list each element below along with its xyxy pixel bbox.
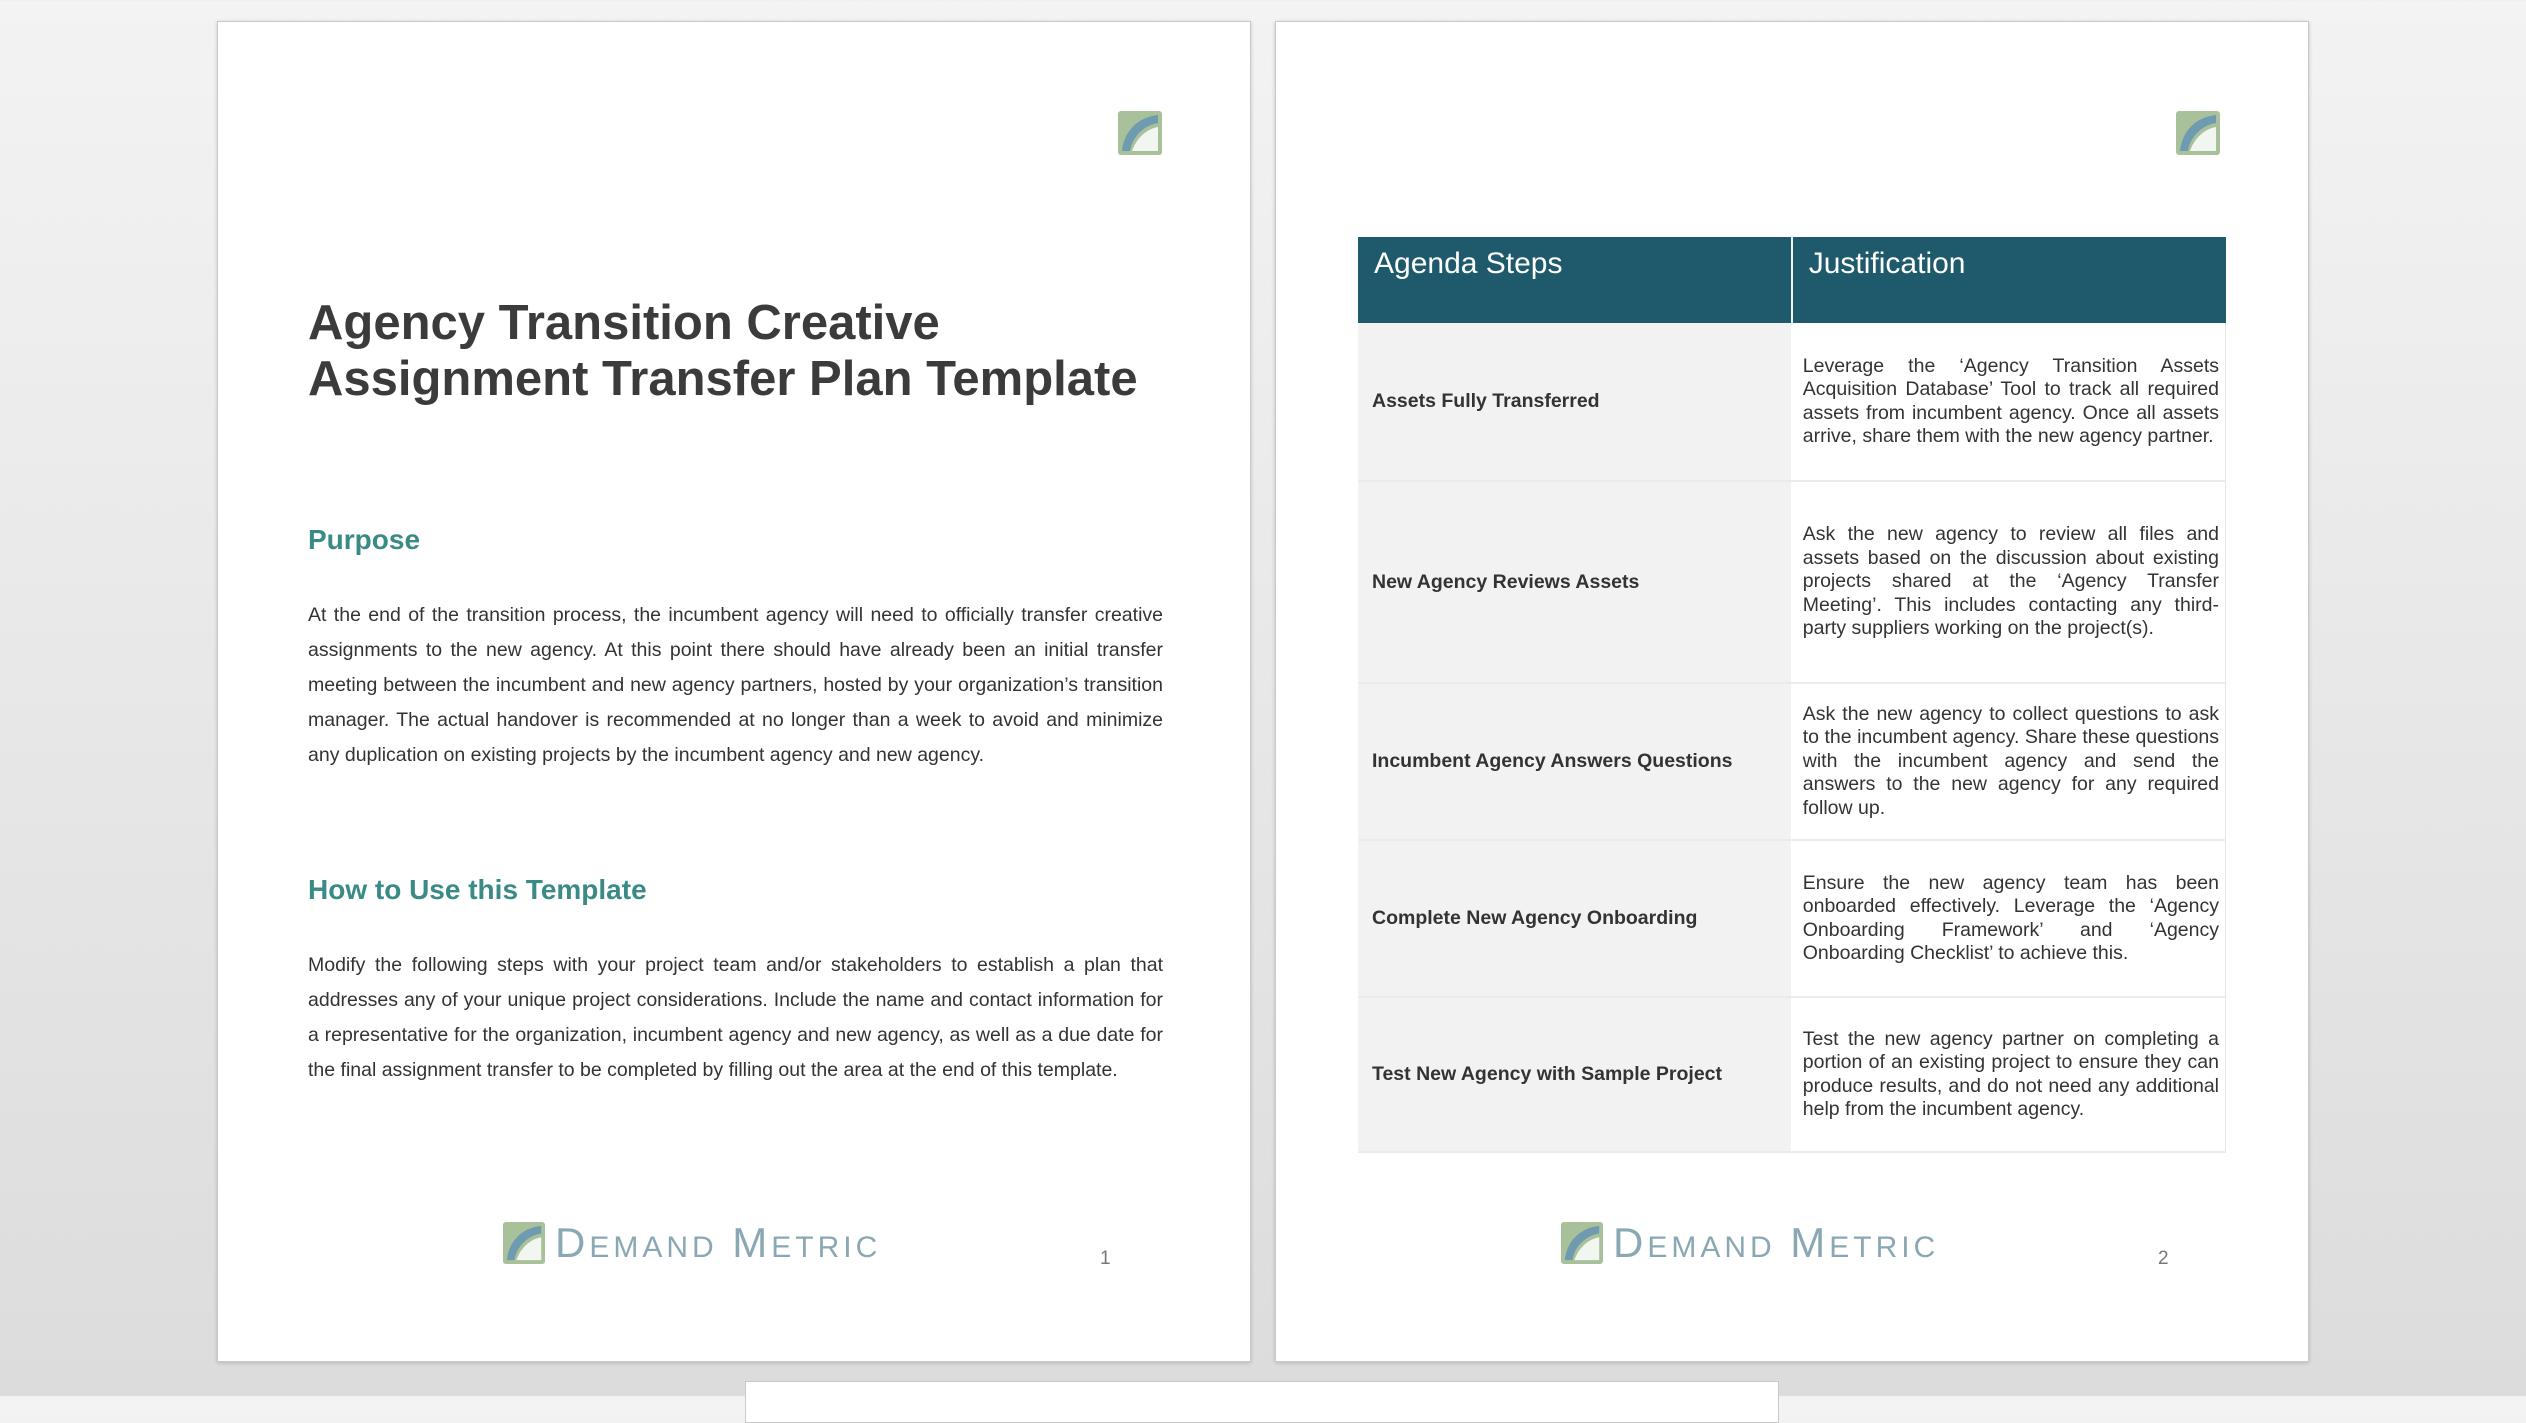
footer-brand-logo — [1561, 1219, 1940, 1266]
table-row — [1358, 323, 2226, 481]
how-to-use-heading: How to Use this Template — [308, 874, 647, 905]
header-justification: Justification — [1792, 237, 2226, 323]
justification-cell: Ask the new agency to review all files and assets based on the discussion about existing projects shared at the ‘Agency Transfer Meeting’. This includes contacting any third-party suppliers working on the project(s). — [1792, 481, 2226, 683]
footer-brand-logo — [503, 1219, 882, 1266]
brand-name: DEMAND METRIC — [555, 1219, 882, 1266]
justification-cell: Ask the new agency to collect questions to ask to the incumbent agency. Share these questions with the incumbent agency and send the answers to the new agency for any required follow up. — [1792, 683, 2226, 840]
document-page-1 — [217, 21, 1251, 1362]
document-page-2 — [1275, 21, 2309, 1362]
justification-cell: Test the new agency partner on completing a portion of an existing project to ensure they can produce results, and do not need any additional help from the incumbent agency. — [1792, 997, 2226, 1152]
header-agenda-steps: Agenda Steps — [1358, 237, 1792, 323]
demand-metric-logo-icon — [2176, 111, 2220, 155]
table-row — [1358, 481, 2226, 683]
title-line-1: Agency Transition Creative — [308, 296, 940, 350]
demand-metric-logo-icon — [1118, 111, 1162, 155]
step-cell: Assets Fully Transferred — [1358, 323, 1792, 481]
brand-mark-icon — [1561, 1222, 1603, 1264]
table-row — [1358, 997, 2226, 1152]
step-cell: New Agency Reviews Assets — [1358, 481, 1792, 683]
document-page-3-partial — [745, 1381, 1779, 1423]
brand-name: DEMAND METRIC — [1613, 1219, 1940, 1266]
how-to-use-paragraph: Modify the following steps with your project team and/or stakeholders to establish a plan that addresses any of your unique project considerations. Include the name and contact information for a representative for the organization, incumbent agency and new agency, as well as a due date for the final assignment transfer to be completed by filling out the area at the end of this template. — [308, 954, 1163, 1081]
justification-cell: Leverage the ‘Agency Transition Assets Acquisition Database’ Tool to track all required assets from incumbent agency. Once all assets arrive, share them with the new agency partner. — [1792, 323, 2226, 481]
table-row — [1358, 840, 2226, 997]
step-cell: Test New Agency with Sample Project — [1358, 997, 1792, 1152]
table-row — [1358, 683, 2226, 840]
title-line-2: Assignment Transfer Plan Template — [308, 352, 1138, 406]
table-header-row — [1358, 237, 2226, 323]
justification-cell: Ensure the new agency team has been onboarded effectively. Leverage the ‘Agency Onboarding Framework’ and ‘Agency Onboarding Checklist’ to achieve this. — [1792, 840, 2226, 997]
page-number: 2 — [2158, 1248, 2169, 1269]
brand-mark-icon — [503, 1222, 545, 1264]
purpose-paragraph: At the end of the transition process, the incumbent agency will need to officially transfer creative assignments to the new agency. At this point there should have already been an initial transfer meeting between the incumbent and new agency partners, hosted by your organization’s transition manager. The actual handover is recommended at no longer than a week to avoid and minimize any duplication on existing projects by the incumbent agency and new agency. — [308, 604, 1163, 766]
step-cell: Complete New Agency Onboarding — [1358, 840, 1792, 997]
step-cell: Incumbent Agency Answers Questions — [1358, 683, 1792, 840]
agenda-table — [1358, 237, 2226, 1153]
page-number: 1 — [1100, 1248, 1111, 1269]
purpose-heading: Purpose — [308, 524, 421, 555]
page-title — [308, 295, 1188, 407]
